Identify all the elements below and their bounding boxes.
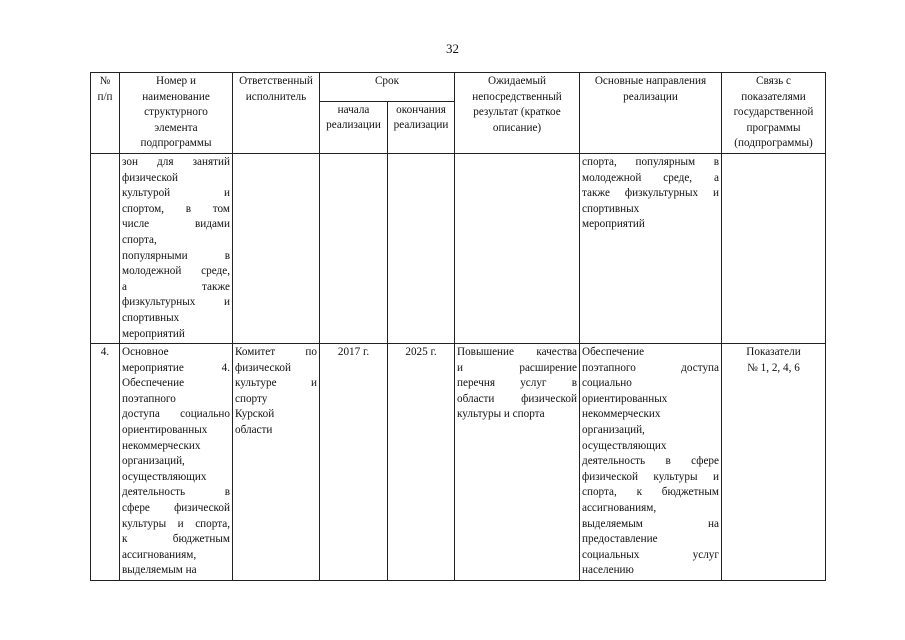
header-end — [388, 101, 455, 153]
text-line: реализации — [623, 90, 678, 103]
text-line: спортивных — [582, 202, 640, 215]
text-line: молодежной среде, — [122, 265, 230, 278]
text-line: также физкультурных и — [582, 187, 719, 200]
text-line: спорта, — [122, 233, 157, 246]
text-line: спорту — [235, 392, 268, 405]
text-line: ассигнованиям, — [122, 548, 197, 561]
text-line: социально — [582, 377, 632, 390]
cell-name — [120, 153, 233, 343]
cell-result — [455, 153, 580, 343]
text-line: а также — [122, 280, 230, 293]
cell-directions — [580, 153, 722, 343]
text-line: Повышение качества — [457, 346, 577, 359]
table-row-continued — [91, 153, 826, 343]
text-line: перечня услуг в — [457, 377, 577, 390]
text-line: спортивных — [122, 311, 180, 324]
text-line: спорта, популярным в — [582, 155, 719, 168]
text-line: мероприятий — [122, 327, 185, 340]
text-line: зон для занятий — [122, 155, 230, 168]
text-line: наименование — [142, 90, 210, 103]
text-line: спорта, к бюджетным — [582, 486, 719, 499]
text-line: деятельность в — [122, 486, 230, 499]
text-line: Номер и — [156, 75, 196, 87]
text-line: Обеспечение — [122, 377, 185, 390]
text-line: доступа социально — [122, 408, 230, 421]
text-line: ориентированных — [122, 424, 208, 437]
cell-link — [722, 153, 826, 343]
header-directions — [580, 73, 722, 154]
cell-start: 2017 г. — [320, 344, 388, 581]
text-line: физкультурных и — [122, 296, 230, 309]
text-line: выделяемым на — [582, 517, 719, 530]
text-line: № 1, 2, 4, 6 — [747, 361, 800, 374]
text-line: культуры и спорта, — [122, 517, 230, 530]
text-line: Комитет по — [235, 346, 317, 359]
text-line: молодежной среде, а — [582, 171, 719, 184]
text-line: элемента — [154, 121, 198, 134]
text-line: осуществляющих — [122, 470, 207, 483]
page-number: 32 — [446, 41, 459, 56]
text-line: результат (краткое — [473, 106, 561, 119]
cell-result — [455, 344, 580, 581]
text-line: физической — [122, 171, 178, 184]
text-line: Показатели — [746, 346, 801, 359]
text-line: подпрограммы — [140, 137, 212, 150]
header-term: Срок — [320, 73, 455, 102]
cell-end: 2025 г. — [388, 344, 455, 581]
text-line: Связь с — [755, 75, 792, 87]
text-line: ориентированных — [582, 392, 668, 405]
cell-end — [388, 153, 455, 343]
text-line: государственной — [733, 106, 814, 119]
cell-link — [722, 344, 826, 581]
text-line: числе видами — [122, 218, 230, 231]
text-line: физической — [235, 361, 291, 374]
cell-directions — [580, 344, 722, 581]
header-start — [320, 101, 388, 153]
text-line: Ответственный — [239, 75, 313, 87]
text-line: культурой и — [122, 187, 230, 200]
text-line: п/п — [97, 90, 113, 103]
cell-start — [320, 153, 388, 343]
text-line: культуры и спорта — [457, 408, 545, 421]
text-line: структурного — [144, 106, 208, 119]
cell-responsible — [233, 153, 320, 343]
text-line: исполнитель — [245, 90, 307, 103]
text-line: предоставление — [582, 533, 658, 546]
text-line: области — [235, 424, 273, 437]
text-line: поэтапного — [122, 392, 176, 405]
header-name — [120, 73, 233, 154]
text-line: сфере физической — [122, 502, 230, 515]
text-line: выделяемым на — [122, 564, 197, 577]
cell-name — [120, 344, 233, 581]
text-line: окончания — [396, 103, 446, 116]
header-num — [91, 73, 120, 154]
text-line: населению — [582, 564, 634, 577]
text-line: Ожидаемый — [487, 75, 546, 87]
header-responsible — [233, 73, 320, 154]
header-result — [455, 73, 580, 154]
text-line: № — [99, 75, 111, 87]
text-line: реализации — [393, 119, 449, 132]
text-line: культуре и — [235, 377, 317, 390]
text-line: Обеспечение — [582, 346, 645, 359]
header-link — [722, 73, 826, 154]
cell-responsible — [233, 344, 320, 581]
text-line: показателями — [741, 90, 806, 103]
text-line: деятельность в сфере — [582, 455, 719, 468]
text-line: некоммерческих — [122, 439, 201, 452]
text-line: Основные направления — [594, 75, 707, 87]
text-line: организаций, — [582, 424, 645, 437]
text-line: спортом, в том — [122, 202, 230, 215]
text-line: области физической — [457, 392, 577, 405]
cell-num — [91, 153, 120, 343]
text-line: организаций, — [122, 455, 185, 468]
text-line: к бюджетным — [122, 533, 230, 546]
text-line: ассигнованиям, — [582, 502, 657, 515]
text-line: мероприятий — [582, 218, 645, 231]
text-line: начала — [337, 103, 370, 116]
text-line: Основное — [122, 346, 169, 359]
cell-num: 4. — [91, 344, 120, 581]
text-line: (подпрограммы) — [734, 137, 813, 150]
text-line: некоммерческих — [582, 408, 661, 421]
text-line: Курской — [235, 408, 275, 421]
text-line: описание) — [492, 121, 542, 134]
text-line: популярными в — [122, 249, 230, 262]
text-line: физической культуры и — [582, 470, 719, 483]
program-table — [90, 72, 826, 581]
text-line: осуществляющих — [582, 439, 667, 452]
table-row-item-4 — [91, 344, 826, 581]
text-line: непосредственный — [472, 90, 562, 103]
text-line: социальных услуг — [582, 548, 719, 561]
text-line: программы — [746, 121, 801, 134]
text-line: и расширение — [457, 361, 577, 374]
text-line: реализации — [326, 119, 381, 132]
text-line: мероприятие 4. — [122, 361, 230, 374]
text-line: поэтапного доступа — [582, 361, 719, 374]
